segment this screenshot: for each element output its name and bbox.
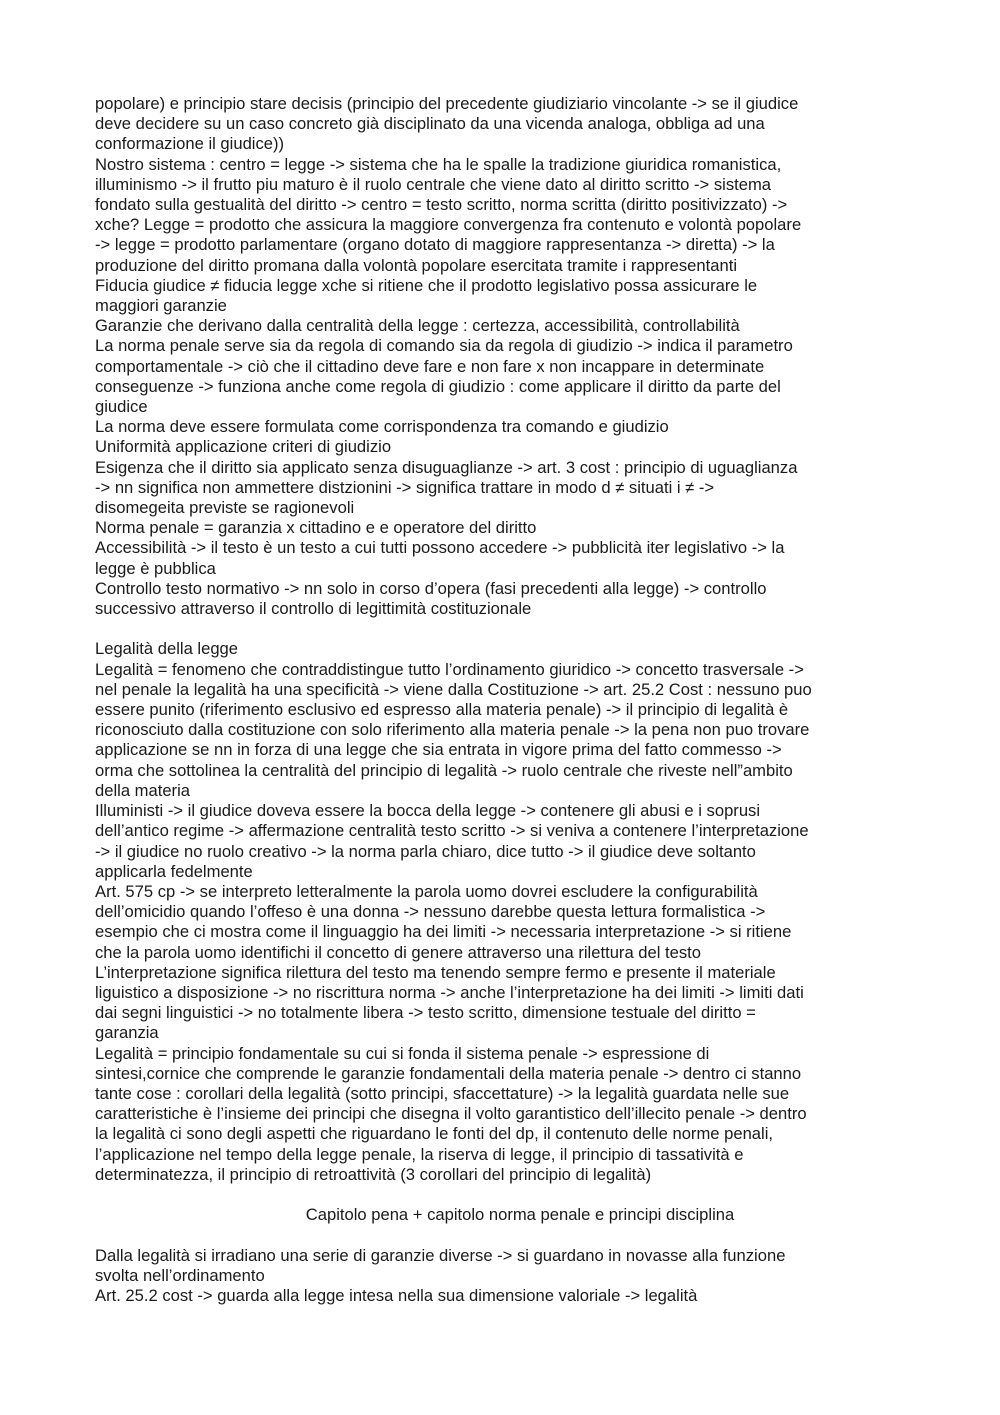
text-line: popolare) e principio stare decisis (principio del precedente giudiziario vincolante -> se il giudice <box>95 94 799 113</box>
text-line: legge è pubblica <box>95 558 216 578</box>
text-line: Legalità = principio fondamentale su cui si fonda il sistema penale -> espressione di <box>95 1043 710 1063</box>
text-line: Nostro sistema : centro = legge -> sistema che ha le spalle la tradizione giuridica romanistica, <box>95 154 782 174</box>
text-line: fondato sulla gestualità del diritto -> centro = testo scritto, norma scritta (diritto positivizzato) -> <box>95 195 788 215</box>
text-line: conseguenze -> funziona anche come regola di giudizio : come applicare il diritto da parte del <box>95 376 781 396</box>
text-line: illuminismo -> il frutto piu maturo è il ruolo centrale che viene dato al diritto scritto -> sistema <box>95 174 772 194</box>
chapter-heading: Capitolo pena + capitolo norma penale e principi disciplina <box>305 1205 735 1225</box>
text-line: La norma penale serve sia da regola di comando sia da regola di giudizio -> indica il parametro <box>95 336 793 356</box>
text-line: disomegeita previste se ragionevoli <box>95 498 355 518</box>
text-line: l’applicazione nel tempo della legge penale, la riserva di legge, il principio di tassatività e <box>95 1144 744 1164</box>
text-line: dell’omicidio quando l’offeso è una donna -> nessuno darebbe questa lettura formalistica -> <box>95 902 766 922</box>
text-line: Art. 575 cp -> se interpreto letteralmente la parola uomo dovrei escludere la configurabilità <box>95 881 758 901</box>
text-line: la legalità ci sono degli aspetti che riguardano le fonti del dp, il contenuto delle norme penali, <box>95 1124 774 1144</box>
document-page <box>95 94 910 1306</box>
text-line: Art. 25.2 cost -> guarda alla legge intesa nella sua dimensione valoriale -> legalità <box>95 1285 698 1305</box>
text-block-sistema <box>95 94 910 619</box>
text-line: La norma deve essere formulata come corrispondenza tra comando e giudizio <box>95 417 669 437</box>
text-line: Legalità = fenomeno che contraddistingue tutto l’ordinamento giuridico -> concetto trasversale -> <box>95 659 804 679</box>
text-line: caratteristiche è l’insieme dei principi che disegna il volto garantistico dell’illecito penale -> dentro <box>95 1104 807 1124</box>
text-line: garanzia <box>95 1023 159 1043</box>
text-line: -> nn significa non ammettere distzionini -> significa trattare in modo d ≠ situati i ≠ -> <box>95 477 715 497</box>
text-line: xche? Legge = prodotto che assicura la maggiore convergenza fra contenuto e volontà popolare <box>95 215 802 235</box>
text-line: successivo attraverso il controllo di legittimità costituzionale <box>95 599 532 619</box>
text-line: dell’antico regime -> affermazione centralità testo scritto -> si veniva a contenere l’interpretazione <box>95 821 809 841</box>
text-line: determinatezza, il principio di retroattività (3 corollari del principio di legalità) <box>95 1164 652 1184</box>
text-line: sintesi,cornice che comprende le garanzie fondamentali della materia penale -> dentro ci stanno <box>95 1063 802 1083</box>
text-line: orma che sottolinea la centralità del principio di legalità -> ruolo centrale che riveste nell”ambito <box>95 760 793 780</box>
paragraph-spacer <box>95 619 910 639</box>
text-line: Esigenza che il diritto sia applicato senza disuguaglianze -> art. 3 cost : principio di uguaglianza <box>95 457 798 477</box>
text-line: dai segni linguistici -> no totalmente libera -> testo scritto, dimensione testuale del diritto = <box>95 1003 756 1023</box>
text-line: Fiducia giudice ≠ fiducia legge xche si ritiene che il prodotto legislativo possa assicurare le <box>95 275 758 295</box>
text-line: comportamentale -> ciò che il cittadino deve fare e non fare x non incappare in determinate <box>95 356 765 376</box>
text-line: Dalla legalità si irradiano una serie di garanzie diverse -> si guardano in novasse alla funzione <box>95 1245 786 1265</box>
text-line: Accessibilità -> il testo è un testo a cui tutti possono accedere -> pubblicità iter legislativo -> la <box>95 538 785 558</box>
text-line: della materia <box>95 780 191 800</box>
text-line: Uniformità applicazione criteri di giudizio <box>95 437 392 457</box>
text-line: applicazione se nn in forza di una legge che sia entrata in vigore prima del fatto commesso -> <box>95 740 782 760</box>
text-line: -> legge = prodotto parlamentare (organo dotato di maggiore rappresentanza -> diretta) -> la <box>95 235 775 255</box>
text-line: tante cose : corollari della legalità (sotto principi, sfaccettature) -> la legalità guardata nelle sue <box>95 1083 790 1103</box>
text-line: liguistico a disposizione -> no riscrittura norma -> anche l’interpretazione ha dei limiti -> limiti dati <box>95 982 804 1002</box>
text-line: riconosciuto dalla costituzione con solo riferimento alla materia penale -> la pena non puo trovare <box>95 720 810 740</box>
text-line: Illuministi -> il giudice doveva essere la bocca della legge -> contenere gli abusi e i soprusi <box>95 801 761 821</box>
paragraph-spacer <box>95 1185 910 1205</box>
section-title: Legalità della legge <box>95 639 239 659</box>
text-line: esempio che ci mostra come il linguaggio ha dei limiti -> necessaria interpretazione -> si ritiene <box>95 922 792 942</box>
text-line: produzione del diritto promana dalla volontà popolare esercitata tramite i rappresentanti <box>95 255 738 275</box>
text-line: che la parola uomo identifichi il concetto di genere attraverso una rilettura del testo <box>95 942 702 962</box>
text-line: giudice <box>95 397 148 417</box>
text-line: applicarla fedelmente <box>95 861 253 881</box>
text-line: deve decidere su un caso concreto già disciplinato da una vicenda analoga, obbliga ad una <box>95 114 765 134</box>
paragraph-spacer <box>95 1225 910 1245</box>
text-block-legalita <box>95 639 910 1184</box>
text-line: nel penale la legalità ha una specificità -> viene dalla Costituzione -> art. 25.2 Cost : nessuno puo <box>95 679 812 699</box>
text-line: conformazione il giudice)) <box>95 134 285 154</box>
text-line: essere punito (riferimento esclusivo ed espresso alla materia penale) -> il principio di legalità è <box>95 700 789 720</box>
text-line: svolta nell’ordinamento <box>95 1265 265 1285</box>
text-line: Norma penale = garanzia x cittadino e e operatore del diritto <box>95 518 537 538</box>
text-line: Controllo testo normativo -> nn solo in corso d’opera (fasi precedenti alla legge) -> controllo <box>95 578 767 598</box>
text-line: L’interpretazione significa rilettura del testo ma tenendo sempre fermo e presente il materiale <box>95 962 776 982</box>
text-line: Garanzie che derivano dalla centralità della legge : certezza, accessibilità, controllabilità <box>95 316 740 336</box>
text-line: maggiori garanzie <box>95 296 227 316</box>
text-line: -> il giudice no ruolo creativo -> la norma parla chiaro, dice tutto -> il giudice deve soltanto <box>95 841 756 861</box>
text-block-garanzie <box>95 1246 910 1307</box>
